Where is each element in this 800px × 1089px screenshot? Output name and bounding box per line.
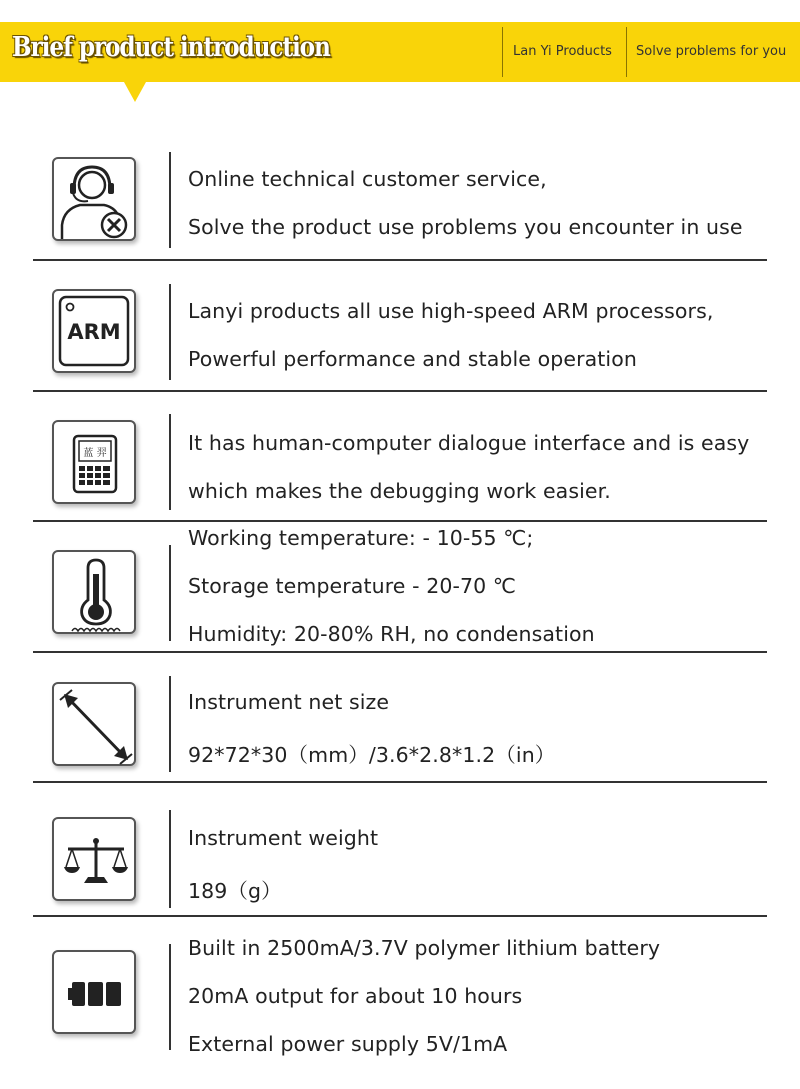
customer-service-icon — [52, 157, 136, 241]
scale-icon — [52, 817, 136, 901]
feature-text: Powerful performance and stable operation — [188, 347, 637, 371]
row-divider — [169, 284, 171, 380]
row-separator — [33, 781, 767, 783]
row-separator — [33, 651, 767, 653]
banner-pointer — [124, 82, 146, 102]
feature-text: Instrument net size — [188, 690, 390, 714]
battery-icon — [52, 950, 136, 1034]
row-divider — [169, 152, 171, 248]
feature-text: 92*72*30（mm）/3.6*2.8*1.2（in） — [188, 743, 556, 767]
arm-label: ARM — [67, 320, 121, 344]
feature-text: Lanyi products all use high-speed ARM processors, — [188, 299, 714, 323]
row-separator — [33, 390, 767, 392]
row-separator — [33, 259, 767, 261]
feature-text: 189（g） — [188, 879, 282, 903]
row-divider — [169, 545, 171, 641]
header-link-products[interactable]: Lan Yi Products — [513, 44, 612, 59]
header-divider — [626, 27, 627, 77]
page-title: Brief product introduction — [12, 32, 330, 63]
header-divider — [502, 27, 503, 77]
feature-text: Working temperature: - 10-55 ℃; — [188, 526, 534, 550]
thermometer-icon — [52, 550, 136, 634]
feature-text: 20mA output for about 10 hours — [188, 984, 523, 1008]
feature-text: Built in 2500mA/3.7V polymer lithium battery — [188, 936, 661, 960]
row-divider — [169, 414, 171, 510]
row-divider — [169, 810, 171, 908]
row-divider — [169, 944, 171, 1050]
size-arrow-icon — [52, 682, 136, 766]
feature-text: which makes the debugging work easier. — [188, 479, 611, 503]
device-label: 蓝 羿 — [83, 448, 107, 459]
feature-text: Online technical customer service, — [188, 167, 547, 191]
row-separator — [33, 520, 767, 522]
feature-text: Storage temperature - 20-70 ℃ — [188, 574, 517, 598]
feature-text: External power supply 5V/1mA — [188, 1032, 508, 1056]
feature-text: Instrument weight — [188, 826, 379, 850]
feature-text: Solve the product use problems you encounter in use — [188, 215, 743, 239]
header-banner — [0, 22, 800, 82]
row-separator — [33, 915, 767, 917]
header-link-solve[interactable]: Solve problems for you — [636, 44, 787, 59]
row-divider — [169, 676, 171, 772]
feature-text: It has human-computer dialogue interface and is easy — [188, 431, 750, 455]
arm-chip-icon — [52, 289, 136, 373]
feature-text: Humidity: 20-80% RH, no condensation — [188, 622, 595, 646]
device-keypad-icon — [52, 420, 136, 504]
